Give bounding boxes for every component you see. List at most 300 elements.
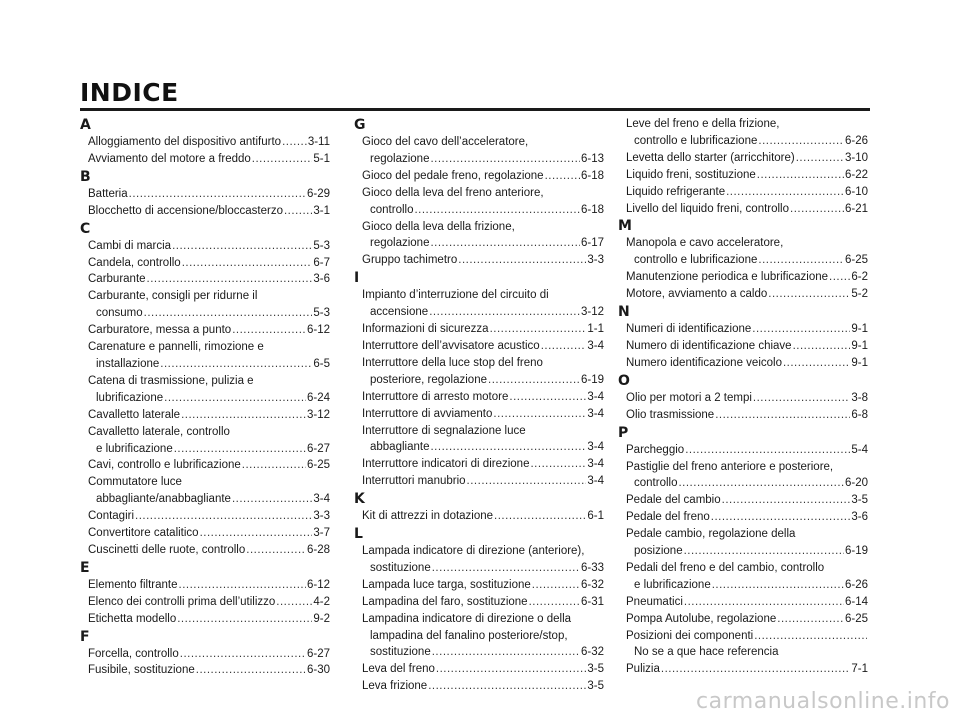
entry-text: Impianto d’interruzione del circuito di — [362, 289, 549, 302]
index-entry — [80, 134, 330, 151]
dot-leader — [490, 321, 587, 338]
index-entry — [618, 509, 868, 526]
page-number: 6-12 — [306, 578, 330, 591]
page-number: 6-30 — [306, 664, 330, 677]
entry-text: Manutenzione periodica e lubrificazione — [626, 271, 829, 284]
entry-text: Gioco del cavo dell’acceleratore, — [362, 136, 529, 148]
entry-text: Catena di trasmissione, pulizia e — [88, 374, 254, 387]
page-number: 3-5 — [587, 680, 604, 693]
page-number: 3-1 — [313, 204, 330, 217]
entry-text: Interruttore dell’avvisatore acustico — [362, 339, 540, 352]
index-entry — [618, 116, 868, 150]
dot-leader — [768, 286, 850, 303]
entry-text: Cuscinetti delle ruote, controllo — [88, 543, 246, 556]
index-entry — [618, 628, 868, 662]
dot-leader — [754, 628, 867, 645]
index-entry — [618, 407, 868, 424]
entry-text: Elenco dei controlli prima dell’utilizzo — [88, 595, 276, 608]
page-number: 6-1 — [587, 510, 604, 523]
index-entry — [354, 185, 604, 219]
index-entry — [618, 338, 868, 355]
entry-text: Liquido refrigerante — [626, 185, 726, 198]
index-entry — [80, 508, 330, 525]
entry-text: Contagiri — [88, 510, 135, 523]
entry-text: lubrificazione — [96, 391, 164, 404]
entry-text: Pneumatici — [626, 595, 683, 608]
page-title: INDICE — [80, 78, 179, 107]
index-entry — [354, 134, 604, 168]
index-entry — [618, 442, 868, 459]
page-number: 9-1 — [851, 339, 868, 352]
page-number: 5-3 — [313, 239, 330, 252]
dot-leader — [432, 644, 580, 661]
page-number: 3-4 — [587, 390, 604, 403]
page-number: 6-20 — [844, 477, 868, 490]
dot-leader — [242, 457, 306, 474]
dot-leader — [796, 150, 844, 167]
entry-text: Carburante, consigli per ridurne il — [88, 290, 258, 303]
page-number: 5-3 — [313, 307, 330, 320]
dot-leader — [829, 269, 850, 286]
page-number: 3-11 — [307, 136, 330, 148]
entry-text: Numero di identificazione chiave — [626, 339, 792, 352]
entry-text: Interruttore di avviamento — [362, 407, 493, 420]
index-entry — [354, 252, 604, 269]
section-letter: B — [80, 168, 91, 185]
entry-text: abbagliante/anabbagliante — [96, 493, 231, 506]
entry-text: Cambi di marcia — [88, 239, 172, 252]
index-entry — [80, 186, 330, 203]
dot-leader — [541, 338, 587, 355]
entry-text: posizione — [634, 545, 683, 558]
index-entry — [618, 526, 868, 560]
entry-text: Blocchetto di accensione/bloccasterzo — [88, 204, 283, 217]
index-column-3 — [618, 116, 868, 678]
index-entry — [80, 577, 330, 594]
dot-leader — [488, 372, 580, 389]
dot-leader — [181, 407, 306, 424]
page-number: 6-7 — [313, 256, 330, 269]
entry-text: Interruttore della luce stop del freno — [362, 356, 543, 369]
index-entry — [618, 492, 868, 509]
page-number: 6-21 — [844, 202, 868, 215]
entry-text: Pastiglie del freno anteriore e posteriore, — [626, 460, 834, 473]
index-entry — [354, 219, 604, 253]
index-entry — [80, 151, 330, 168]
entry-text: Leva frizione — [362, 680, 428, 693]
section-letter: A — [80, 117, 91, 133]
dot-leader — [177, 611, 312, 628]
index-entry — [618, 167, 868, 184]
index-entry — [354, 594, 604, 611]
page-number: 6-32 — [580, 646, 604, 659]
dot-leader — [429, 304, 580, 321]
index-entry — [80, 646, 330, 663]
index-entry — [354, 423, 604, 457]
entry-text: Fusibile, sostituzione — [88, 664, 195, 677]
entry-text: Leve del freno e della frizione, — [626, 118, 780, 130]
page-number: 6-18 — [580, 203, 604, 216]
page-number: 3-5 — [851, 494, 868, 507]
entry-text: Elemento filtrante — [88, 578, 178, 591]
page-number: 7-1 — [851, 663, 868, 676]
entry-text: Pedale cambio, regolazione della — [626, 528, 796, 541]
dot-leader — [493, 406, 586, 423]
index-entry — [354, 678, 604, 695]
index-entry — [618, 661, 868, 678]
section-letter: F — [80, 628, 90, 645]
index-entry — [80, 525, 330, 542]
dot-leader — [164, 390, 306, 407]
dot-leader — [678, 475, 844, 492]
page-number: 3-4 — [587, 407, 604, 420]
dot-leader — [282, 134, 307, 151]
entry-text: Livello del liquido freni, controllo — [626, 202, 790, 215]
index-entry — [354, 508, 604, 525]
entry-text: Pompa Autolube, regolazione — [626, 612, 777, 625]
page-number: 1-1 — [587, 323, 604, 336]
dot-leader — [430, 235, 580, 252]
index-entry — [80, 238, 330, 255]
section-letter: C — [80, 220, 91, 237]
page-number: 6-27 — [306, 647, 330, 660]
page-number: 6-32 — [580, 578, 604, 591]
entry-text: controllo e lubrificazione — [634, 134, 758, 147]
entry-text: Parcheggio — [626, 443, 685, 456]
entry-text: sostituzione — [370, 561, 431, 574]
index-entry — [354, 389, 604, 406]
index-entry — [618, 201, 868, 218]
page-number: 6-31 — [580, 595, 604, 608]
page-number: 3-3 — [313, 510, 330, 523]
entry-text: e lubrificazione — [96, 442, 173, 455]
entry-text: Alloggiamento del dispositivo antifurto — [88, 136, 282, 148]
entry-text: controllo — [634, 477, 678, 490]
index-entry — [618, 390, 868, 407]
dot-leader — [684, 543, 844, 560]
page-number: 6-19 — [580, 373, 604, 386]
dot-leader — [144, 305, 313, 322]
page-number: 3-12 — [580, 306, 604, 319]
index-entry — [354, 577, 604, 594]
page-number: 6-29 — [306, 187, 330, 200]
page-number: 6-14 — [844, 595, 868, 608]
page-number: 6-10 — [844, 185, 868, 198]
page-number: 3-4 — [587, 458, 604, 471]
entry-text: Carburatore, messa a punto — [88, 324, 232, 337]
entry-text: No se a que hace referencia — [634, 646, 779, 659]
section-letter: O — [618, 372, 630, 389]
page-number: 3-6 — [313, 273, 330, 286]
page-number: 3-8 — [851, 391, 868, 404]
index-entry — [354, 406, 604, 423]
section-letter: K — [354, 491, 365, 508]
index-entry — [354, 611, 604, 662]
page-number: 3-7 — [313, 527, 330, 540]
page-number: 3-3 — [587, 254, 604, 267]
index-entry — [80, 271, 330, 288]
page-number: 6-25 — [306, 459, 330, 472]
dot-leader — [722, 492, 851, 509]
dot-leader — [200, 525, 313, 542]
page-number: 9-1 — [851, 323, 868, 336]
entry-text: controllo — [370, 203, 414, 216]
dot-leader — [458, 252, 586, 269]
entry-text: Etichetta modello — [88, 612, 177, 625]
dot-leader — [757, 167, 844, 184]
dot-leader — [530, 456, 586, 473]
page-number: 5-1 — [313, 152, 330, 165]
index-entry — [354, 543, 604, 577]
index-entry — [354, 321, 604, 338]
section-letter: P — [618, 424, 629, 441]
dot-leader — [661, 661, 850, 678]
dot-leader — [509, 389, 586, 406]
index-entry — [80, 339, 330, 373]
dot-leader — [174, 441, 306, 458]
page-number: 6-25 — [844, 612, 868, 625]
index-entry — [80, 662, 330, 679]
index-entry — [354, 287, 604, 321]
entry-text: Levetta dello starter (arricchitore) — [626, 151, 795, 164]
dot-leader — [545, 168, 580, 185]
dot-leader — [758, 133, 844, 150]
page-number: 6-33 — [580, 561, 604, 574]
index-entry — [354, 661, 604, 678]
dot-leader — [135, 508, 312, 525]
dot-leader — [726, 184, 844, 201]
dot-leader — [428, 678, 586, 695]
index-entry — [618, 355, 868, 372]
dot-leader — [147, 271, 313, 288]
dot-leader — [793, 338, 851, 355]
dot-leader — [432, 560, 580, 577]
entry-text: Interruttore di arresto motore — [362, 390, 509, 403]
entry-text: Interruttore indicatori di direzione — [362, 458, 530, 471]
dot-leader — [180, 646, 306, 663]
page-number: 6-25 — [844, 254, 868, 267]
entry-text: Batteria — [88, 187, 128, 200]
entry-text: Gioco della leva del freno anteriore, — [362, 186, 544, 199]
dot-leader — [777, 611, 844, 628]
entry-text: Kit di attrezzi in dotazione — [362, 510, 494, 523]
dot-leader — [179, 577, 306, 594]
entry-text: Interruttore di segnalazione luce — [362, 424, 526, 437]
page-number: 9-2 — [313, 612, 330, 625]
index-entry — [354, 168, 604, 185]
entry-text: Cavi, controllo e lubrificazione — [88, 459, 241, 472]
entry-text: Manopola e cavo acceleratore, — [626, 237, 784, 250]
entry-text: regolazione — [370, 237, 430, 250]
entry-text: Lampada indicatore di direzione (anteriore), — [362, 545, 585, 558]
index-entry — [618, 269, 868, 286]
index-entry — [80, 594, 330, 611]
page-number: 6-17 — [580, 237, 604, 250]
dot-leader — [430, 439, 586, 456]
dot-leader — [753, 390, 850, 407]
index-entry — [618, 594, 868, 611]
index-entry — [618, 150, 868, 167]
section-letter: I — [354, 270, 360, 287]
index-entry — [80, 373, 330, 407]
page-number: 3-4 — [313, 493, 330, 506]
index-entry — [618, 560, 868, 594]
dot-leader — [284, 203, 312, 220]
entry-text: Cavalletto laterale, controllo — [88, 425, 230, 438]
index-entry — [618, 184, 868, 201]
index-entry — [80, 203, 330, 220]
entry-text: Cavalletto laterale — [88, 408, 181, 421]
dot-leader — [129, 186, 306, 203]
page-number: 6-12 — [306, 324, 330, 337]
index-entry — [354, 456, 604, 473]
entry-text: controllo e lubrificazione — [634, 254, 758, 267]
dot-leader — [414, 202, 580, 219]
entry-text: e lubrificazione — [634, 578, 711, 591]
entry-text: Avviamento del motore a freddo — [88, 152, 251, 165]
index-entry — [618, 235, 868, 269]
page-number: 6-18 — [580, 169, 604, 182]
entry-text: Olio per motori a 2 tempi — [626, 391, 752, 404]
dot-leader — [752, 321, 850, 338]
dot-leader — [684, 594, 844, 611]
index-entry — [80, 611, 330, 628]
dot-leader — [276, 594, 312, 611]
section-letter: G — [354, 117, 366, 133]
dot-leader — [529, 594, 580, 611]
dot-leader — [715, 407, 850, 424]
entry-text: Pedali del freno e del cambio, controllo — [626, 561, 825, 574]
page-number: 3-4 — [587, 475, 604, 488]
dot-leader — [783, 355, 850, 372]
page-number: 3-4 — [587, 339, 604, 352]
dot-leader — [790, 201, 844, 218]
dot-leader — [172, 238, 312, 255]
page-number: 3-5 — [587, 663, 604, 676]
entry-text: Carburante — [88, 273, 146, 286]
page-number: 6-22 — [844, 168, 868, 181]
page-number: 6-19 — [844, 545, 868, 558]
index-entry — [354, 338, 604, 355]
entry-text: Pedale del cambio — [626, 494, 721, 507]
section-letter: L — [354, 526, 363, 543]
dot-leader — [532, 577, 580, 594]
index-entry — [618, 286, 868, 303]
dot-leader — [160, 356, 312, 373]
page-number: 6-26 — [844, 134, 868, 147]
index-entry — [618, 611, 868, 628]
dot-leader — [685, 442, 850, 459]
page-number: 3-12 — [306, 408, 330, 421]
index-column-2 — [354, 116, 604, 695]
index-entry — [80, 474, 330, 508]
watermark-text: carmanualsonline.info — [696, 689, 950, 714]
index-entry — [354, 355, 604, 389]
entry-text: installazione — [96, 357, 160, 370]
index-column-1 — [80, 116, 330, 679]
page-number: 3-6 — [851, 511, 868, 524]
index-entry — [80, 407, 330, 424]
dot-leader — [232, 322, 306, 339]
entry-text: Olio trasmissione — [626, 408, 715, 421]
entry-text: Commutatore luce — [88, 476, 182, 489]
entry-text: Gioco del pedale freno, regolazione — [362, 169, 544, 182]
section-letter: N — [618, 304, 630, 321]
entry-text: Candela, controllo — [88, 256, 181, 269]
title-divider — [80, 108, 870, 111]
entry-text: Motore, avviamento a caldo — [626, 288, 768, 301]
page-number: 9-1 — [851, 356, 868, 369]
dot-leader — [232, 491, 312, 508]
page-number: 3-4 — [587, 441, 604, 454]
entry-text: Leva del freno — [362, 663, 435, 676]
dot-leader — [252, 151, 313, 168]
entry-text: Pulizia — [626, 663, 660, 676]
index-entry — [80, 424, 330, 458]
entry-text: Lampadina del faro, sostituzione — [362, 595, 528, 608]
entry-text: Numeri di identificazione — [626, 323, 752, 336]
entry-text: posteriore, regolazione — [370, 373, 487, 386]
entry-text: Pedale del freno — [626, 511, 710, 524]
entry-text: Lampada luce targa, sostituzione — [362, 578, 531, 591]
index-entry — [80, 457, 330, 474]
entry-text: Liquido freni, sostituzione — [626, 168, 756, 181]
entry-text: lampadina del fanalino posteriore/stop, — [370, 629, 568, 642]
dot-leader — [246, 542, 306, 559]
entry-text: regolazione — [370, 152, 430, 165]
index-entry — [80, 542, 330, 559]
entry-text: abbagliante — [370, 441, 430, 454]
page-number: 6-26 — [844, 578, 868, 591]
dot-leader — [467, 473, 587, 490]
page-number: 6-28 — [306, 543, 330, 556]
dot-leader — [182, 255, 313, 272]
index-entry — [80, 288, 330, 322]
entry-text: Gruppo tachimetro — [362, 254, 458, 267]
page-number: 6-8 — [851, 408, 868, 421]
page-number: 4-2 — [313, 595, 330, 608]
page-number: 5-4 — [851, 443, 868, 456]
dot-leader — [758, 252, 844, 269]
dot-leader — [430, 151, 580, 168]
entry-text: Numero identificazione veicolo — [626, 356, 782, 369]
page-number: 6-24 — [306, 391, 330, 404]
page-number: 5-2 — [851, 288, 868, 301]
page-number: 6-2 — [851, 271, 868, 284]
entry-text: Informazioni di sicurezza — [362, 323, 489, 336]
index-entry — [80, 255, 330, 272]
section-letter: E — [80, 559, 90, 576]
entry-text: accensione — [370, 306, 429, 319]
section-letter: M — [618, 218, 632, 235]
page-number: 3-10 — [844, 151, 868, 164]
dot-leader — [712, 577, 844, 594]
entry-text: Carenature e pannelli, rimozione e — [88, 341, 264, 354]
entry-text: Lampadina indicatore di direzione o della — [362, 612, 572, 625]
entry-text: Posizioni dei componenti — [626, 629, 754, 642]
index-entry — [618, 321, 868, 338]
entry-text: Gioco della leva della frizione, — [362, 220, 515, 233]
entry-text: Convertitore catalitico — [88, 527, 199, 540]
entry-text: Interruttori manubrio — [362, 475, 466, 488]
page-number: 6-5 — [313, 357, 330, 370]
entry-text: sostituzione — [370, 646, 431, 659]
entry-text: Forcella, controllo — [88, 647, 179, 660]
index-entry — [80, 322, 330, 339]
page-number: 6-13 — [580, 152, 604, 165]
dot-leader — [196, 662, 306, 679]
page-number: 6-27 — [306, 442, 330, 455]
